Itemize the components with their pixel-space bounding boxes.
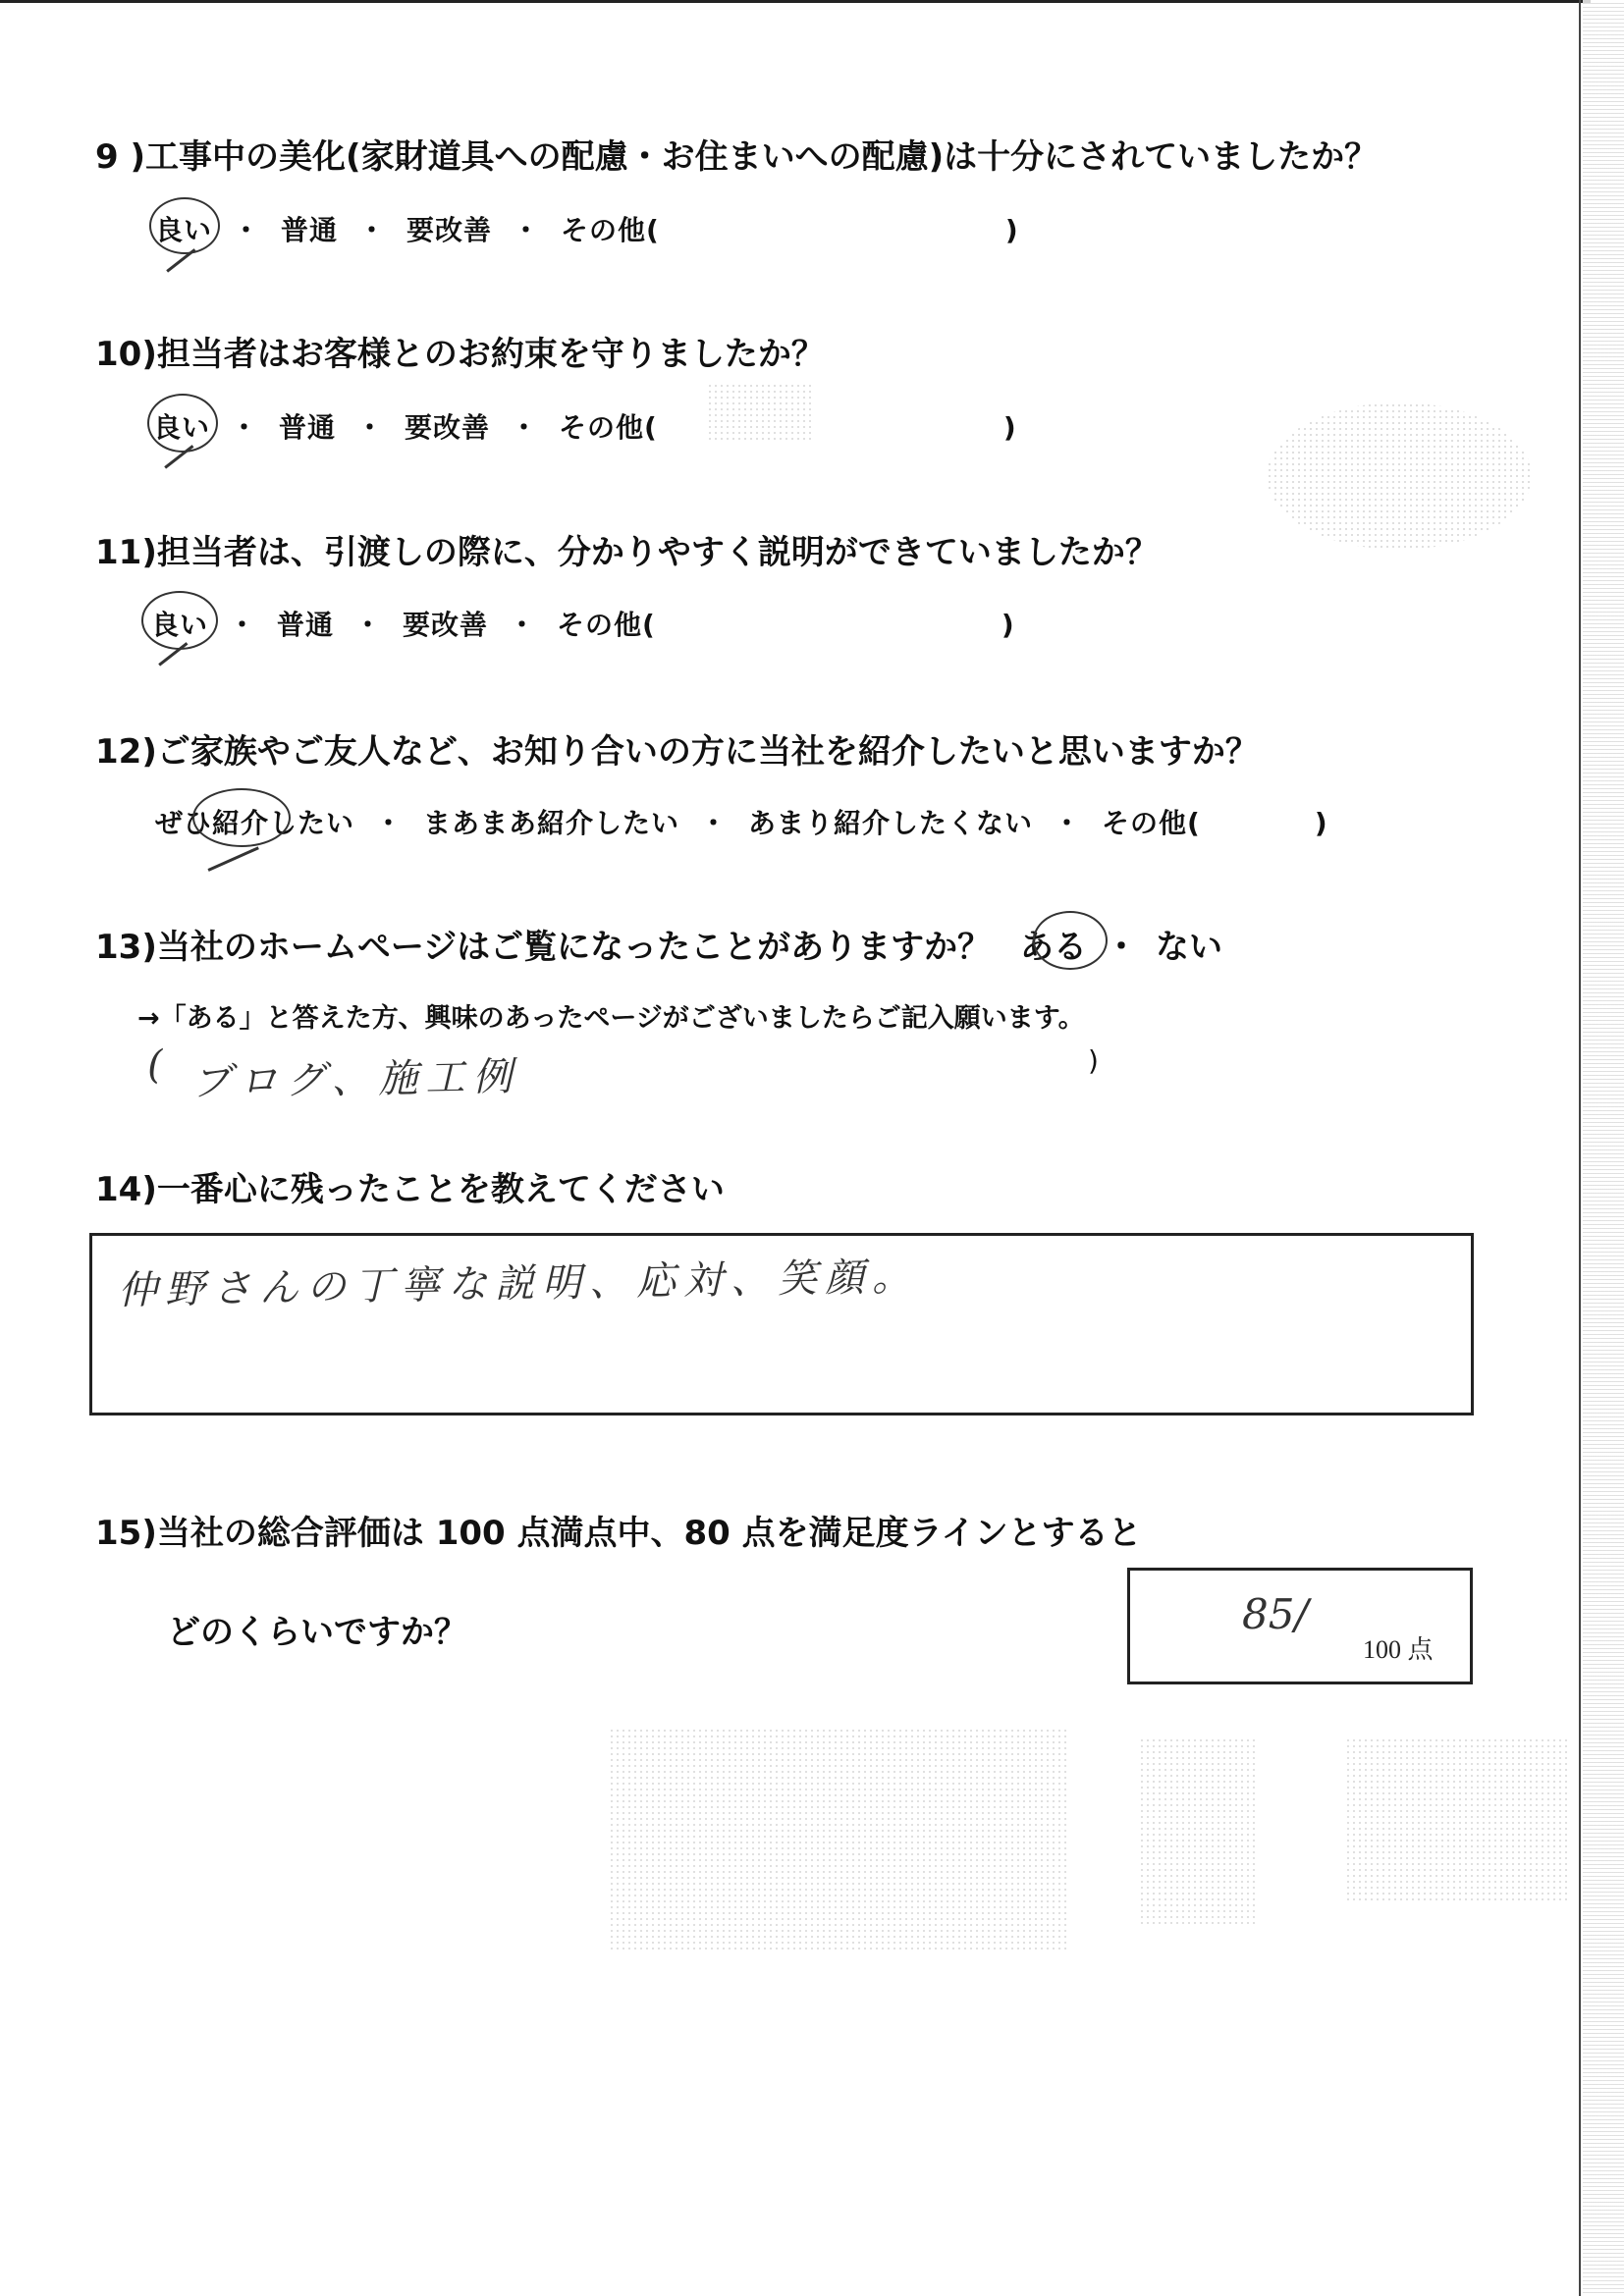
options-12: [155, 802, 1328, 841]
option-other[interactable]: その他(: [559, 411, 658, 444]
options-11: [151, 604, 1015, 643]
close-paren: ): [1004, 214, 1019, 246]
option-needs-improvement[interactable]: 要改善: [403, 609, 489, 641]
page-right-edge: [1579, 0, 1581, 2296]
handwritten-score[interactable]: 85/: [1242, 1590, 1309, 1638]
scan-noise: [1267, 402, 1532, 550]
option-good[interactable]: 良い: [151, 609, 209, 641]
scan-noise: [1345, 1737, 1571, 1904]
option-good[interactable]: 良い: [153, 411, 211, 444]
question-10: 10)担当者はお客様とのお約束を守りましたか？: [95, 335, 825, 374]
separator: ・: [510, 411, 539, 444]
separator: ・: [374, 807, 404, 839]
separator: ・: [230, 411, 259, 444]
option-not-really-recommend[interactable]: あまり紹介したくない: [748, 807, 1034, 839]
option-good[interactable]: 良い: [155, 214, 213, 246]
option-normal[interactable]: 普通: [277, 609, 335, 641]
close-paren: ): [1002, 411, 1017, 444]
scan-noise: [609, 1728, 1070, 1953]
question-11: 11)担当者は、引渡しの際に、分かりやすく説明ができていましたか？: [95, 533, 1159, 572]
close-paren: ): [1314, 807, 1328, 839]
answer-circle-mark: [149, 197, 220, 254]
handwritten-open-paren: (: [146, 1041, 172, 1089]
option-other[interactable]: その他(: [1102, 807, 1201, 839]
separator: ・: [512, 214, 541, 246]
scan-noise: [1139, 1737, 1257, 1924]
question-14: 14)一番心に残ったことを教えてください: [95, 1170, 725, 1209]
option-other[interactable]: その他(: [557, 609, 656, 641]
option-definitely-recommend[interactable]: ぜひ紹介したい: [155, 807, 355, 839]
answer-circle-mark: [147, 394, 218, 453]
scan-edge-shadow: [1583, 0, 1624, 2296]
separator: ・: [355, 411, 385, 444]
page-top-border: [0, 0, 1591, 3]
separator: ・: [228, 609, 257, 641]
separator: ・: [232, 214, 261, 246]
answer-circle-mark: [192, 788, 291, 847]
separator: ・: [508, 609, 537, 641]
question-15-line1: 15)当社の総合評価は 100 点満点中、80 点を満足度ラインとすると: [95, 1514, 1142, 1553]
separator: ・: [1053, 807, 1082, 839]
option-no[interactable]: ない: [1156, 928, 1223, 967]
separator: ・: [353, 609, 383, 641]
separator: ・: [357, 214, 387, 246]
option-needs-improvement[interactable]: 要改善: [406, 214, 493, 246]
answer-circle-mark: [141, 591, 218, 650]
option-yes[interactable]: ある: [1020, 928, 1088, 967]
handwritten-answer-14[interactable]: 仲野さんの丁寧な説明、応対、笑顔。: [117, 1254, 920, 1314]
option-somewhat-recommend[interactable]: まあまあ紹介したい: [423, 807, 680, 839]
separator: ・: [1105, 928, 1139, 967]
separator: ・: [699, 807, 729, 839]
option-needs-improvement[interactable]: 要改善: [405, 411, 491, 444]
question-12: 12)ご家族やご友人など、お知り合いの方に当社を紹介したいと思いますか？: [95, 732, 1259, 772]
options-9: [155, 209, 1019, 248]
options-10: [153, 406, 1017, 446]
close-paren: ): [1001, 609, 1015, 641]
option-normal[interactable]: 普通: [281, 214, 339, 246]
question-9: 9 )工事中の美化(家財道具への配慮・お住まいへの配慮)は十分にされていましたか？: [95, 137, 1379, 177]
option-other[interactable]: その他(: [561, 214, 660, 246]
option-normal[interactable]: 普通: [279, 411, 337, 444]
question-15-line2: どのくらいですか？: [167, 1613, 467, 1652]
close-paren: ): [1088, 1044, 1100, 1077]
question-13-text: 13)当社のホームページはご覧になったことがありますか？: [95, 928, 992, 967]
pen-stroke: [207, 846, 258, 871]
handwritten-answer-13[interactable]: ブログ、施工例: [190, 1054, 520, 1105]
answer-circle-mark: [1033, 911, 1108, 970]
score-max-label: 100 点: [1363, 1635, 1434, 1664]
question-13-note: →「ある」と答えた方、興味のあったページがございましたらご記入願います。: [137, 1003, 1085, 1034]
